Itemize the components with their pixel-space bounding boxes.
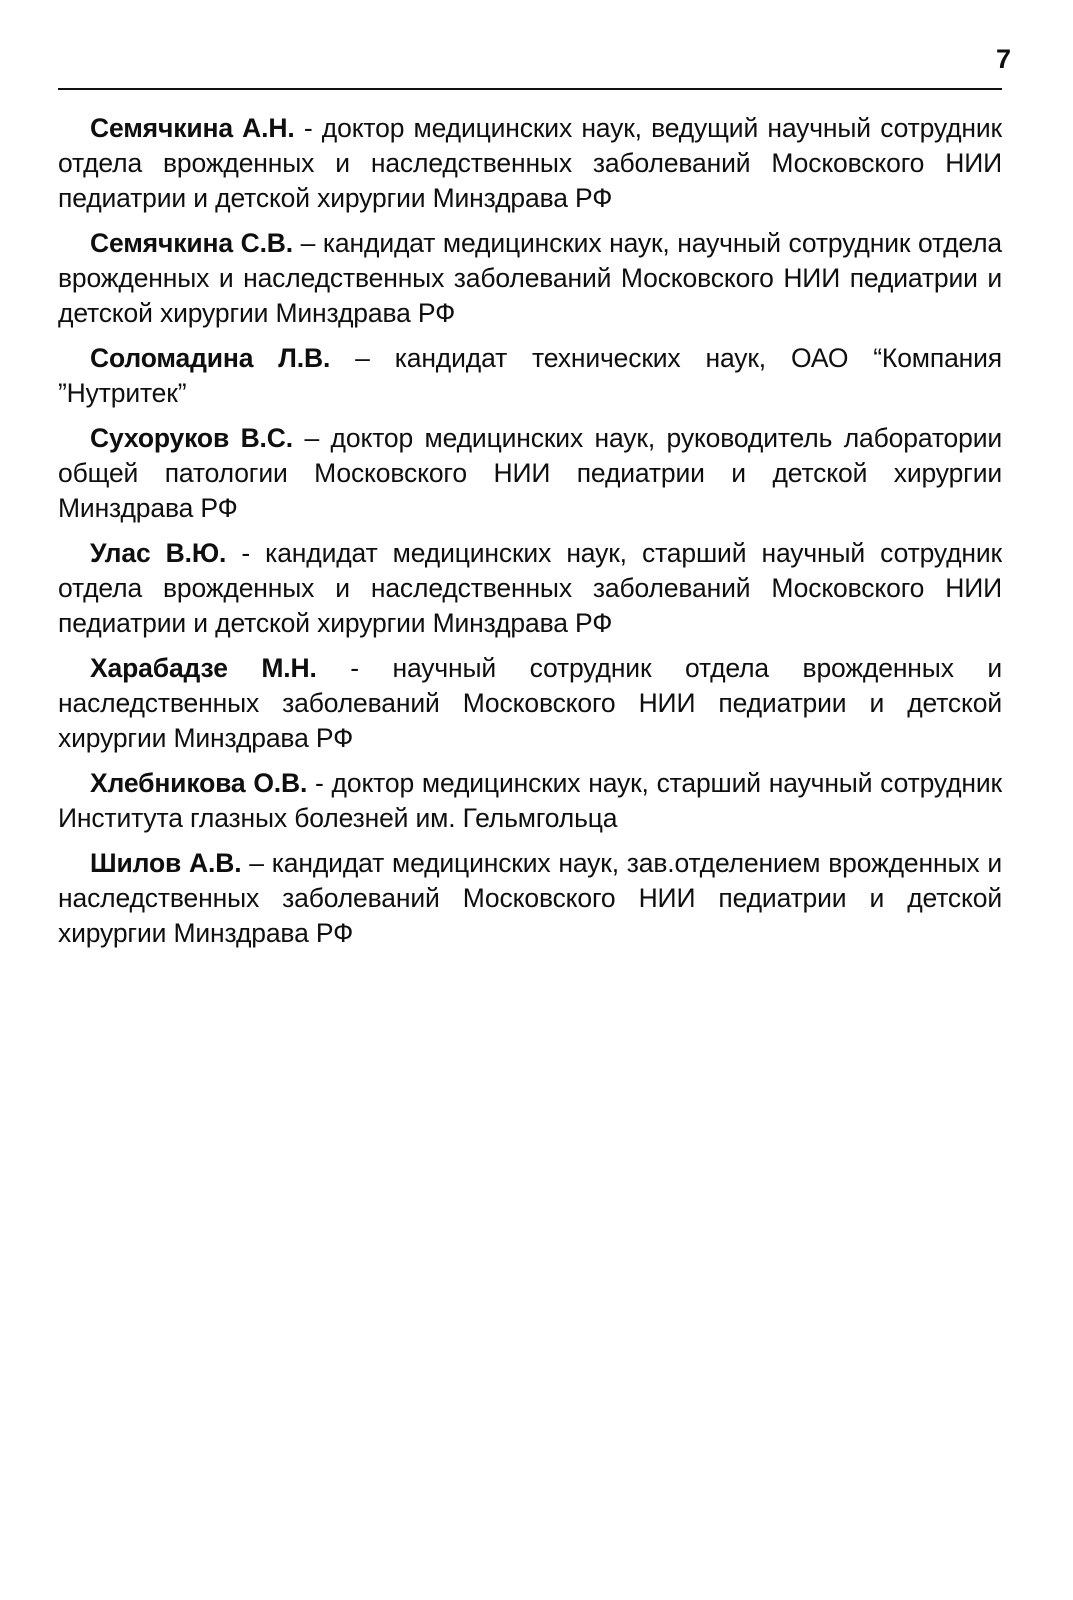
author-entry bbox=[58, 651, 1002, 756]
author-description: - научный сотрудник отдела врожденных и наследственных заболеваний Московского НИИ педиатрии и детской хирургии Минздрава РФ bbox=[58, 653, 1003, 753]
author-name: Сухоруков В.С. bbox=[90, 423, 293, 453]
author-entry bbox=[58, 766, 1002, 836]
author-list bbox=[58, 111, 1002, 961]
author-name: Шилов А.В. bbox=[90, 848, 242, 878]
author-name: Семячкина А.Н. bbox=[90, 113, 295, 143]
author-entry bbox=[58, 536, 1002, 641]
author-entry bbox=[58, 111, 1002, 216]
author-name: Семячкина С.В. bbox=[90, 228, 293, 258]
author-description: - доктор медицинских наук, ведущий научный сотрудник отдела врожденных и наследственных заболеваний Московского НИИ педиатрии и детской хирургии Минздрава РФ bbox=[58, 113, 1002, 213]
author-entry bbox=[58, 341, 1002, 411]
author-name: Харабадзе М.Н. bbox=[90, 653, 317, 683]
author-name: Хлебникова О.В. bbox=[90, 768, 308, 798]
author-description: – кандидат технических наук, ОАО “Компания ”Нутритек” bbox=[58, 343, 1002, 408]
author-description: - кандидат медицинских наук, старший научный сотрудник отдела врожденных и наследственных заболеваний Московского НИИ педиатрии и детской хирургии Минздрава РФ bbox=[58, 538, 1002, 638]
author-name: Соломадина Л.В. bbox=[90, 343, 331, 373]
author-name: Улас В.Ю. bbox=[90, 538, 227, 568]
author-entry bbox=[58, 421, 1002, 526]
author-entry bbox=[58, 846, 1002, 951]
author-description: – доктор медицинских наук, руководитель лаборатории общей патологии Московского НИИ педиатрии и детской хирургии Минздрава РФ bbox=[58, 423, 1003, 523]
author-description: – кандидат медицинских наук, зав.отделением врожденных и наследственных заболеваний Московского НИИ педиатрии и детской хирургии Минздрава РФ bbox=[58, 848, 1002, 948]
header-rule bbox=[58, 88, 1002, 90]
author-description: - доктор медицинских наук, старший научный сотрудник Института глазных болезней им. Гельмгольца bbox=[58, 768, 1002, 833]
author-entry bbox=[58, 226, 1002, 331]
author-description: – кандидат медицинских наук, научный сотрудник отдела врожденных и наследственных заболеваний Московского НИИ педиатрии и детской хирургии Минздрава РФ bbox=[58, 228, 1003, 328]
page-number: 7 bbox=[995, 44, 1011, 74]
